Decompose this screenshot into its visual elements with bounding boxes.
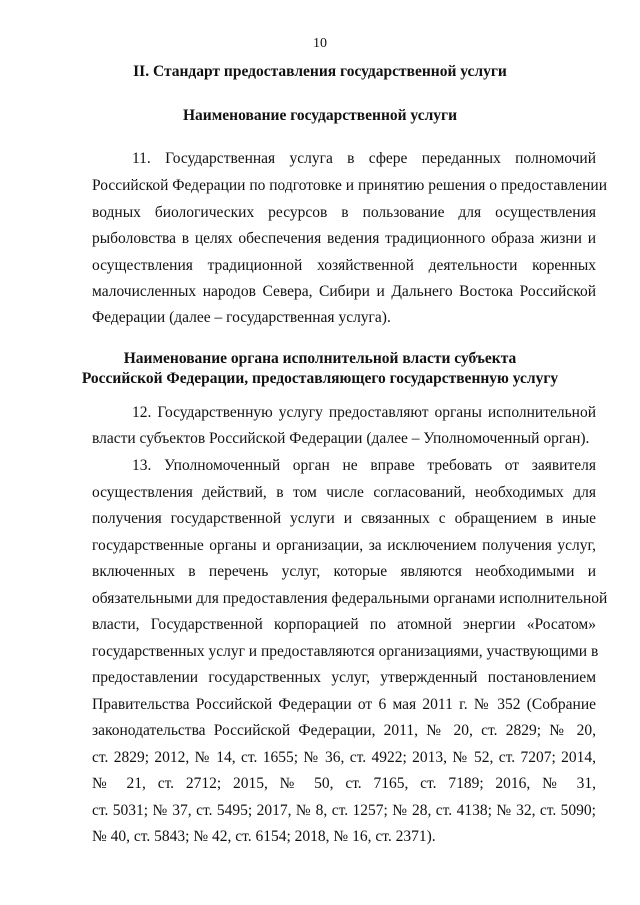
paragraph-13-line: государственных услуг и предоставляются организациями, участвующими в bbox=[92, 643, 599, 660]
section-title: II. Стандарт предоставления государственной услуги bbox=[133, 63, 507, 80]
paragraph-11-line: водных биологических ресурсов в пользование для осуществления bbox=[92, 204, 596, 221]
paragraph-12-line: власти субъектов Российской Федерации (далее – Уполномоченный орган). bbox=[92, 430, 590, 447]
paragraph-13-line: включенных в перечень услуг, которые являются необходимыми и bbox=[92, 563, 596, 580]
subsection-title-service-name: Наименование государственной услуги bbox=[183, 107, 457, 124]
subsection-title-authority-line: Российской Федерации, предоставляющего государственную услугу bbox=[81, 370, 559, 387]
paragraph-13-line: № 40, ст. 5843; № 42, ст. 6154; 2018, № 16, ст. 2371). bbox=[92, 828, 436, 845]
paragraph-11-line: 11. Государственная услуга в сфере переданных полномочий bbox=[132, 150, 596, 167]
paragraph-13-line: предоставлении государственных услуг, утвержденный постановлением bbox=[92, 669, 596, 686]
paragraph-12-line: 12. Государственную услугу предоставляют органы исполнительной bbox=[132, 404, 596, 421]
paragraph-13-line: № 21, ст. 2712; 2015, № 50, ст. 7165, ст. 7189; 2016, № 31, bbox=[92, 775, 596, 792]
paragraph-13-line: ст. 2829; 2012, № 14, ст. 1655; № 36, ст. 4922; 2013, № 52, ст. 7207; 2014, bbox=[92, 749, 596, 766]
paragraph-13-line: обязательными для предоставления федеральными органами исполнительной bbox=[92, 590, 608, 607]
paragraph-13-line: государственные органы и организации, за исключением получения услуг, bbox=[92, 537, 596, 554]
paragraph-13-line: законодательства Российской Федерации, 2011, № 20, ст. 2829; № 20, bbox=[92, 722, 596, 739]
paragraph-13-line: ст. 5031; № 37, ст. 5495; 2017, № 8, ст. 1257; № 28, ст. 4138; № 32, ст. 5090; bbox=[92, 802, 596, 819]
page-number: 10 bbox=[313, 36, 327, 51]
subsection-title-authority-line: Наименование органа исполнительной власти субъекта bbox=[123, 350, 517, 367]
paragraph-11-line: малочисленных народов Севера, Сибири и Дальнего Востока Российской bbox=[92, 283, 596, 300]
paragraph-13-line: осуществления действий, в том числе согласований, необходимых для bbox=[92, 484, 596, 501]
paragraph-11-line: Федерации (далее – государственная услуга). bbox=[92, 309, 391, 326]
paragraph-11-line: рыболовства в целях обеспечения ведения традиционного образа жизни и bbox=[92, 230, 596, 247]
paragraph-13-line: получения государственной услуги и связанных с обращением в иные bbox=[92, 510, 596, 527]
paragraph-13-line: власти, Государственной корпорацией по атомной энергии «Росатом» bbox=[92, 616, 596, 633]
paragraph-13-line: Правительства Российской Федерации от 6 мая 2011 г. № 352 (Собрание bbox=[92, 696, 596, 713]
paragraph-11-line: Российской Федерации по подготовке и принятию решения о предоставлении bbox=[92, 177, 607, 194]
paragraph-13-line: 13. Уполномоченный орган не вправе требовать от заявителя bbox=[132, 457, 596, 474]
paragraph-11-line: осуществления традиционной хозяйственной деятельности коренных bbox=[92, 257, 596, 274]
